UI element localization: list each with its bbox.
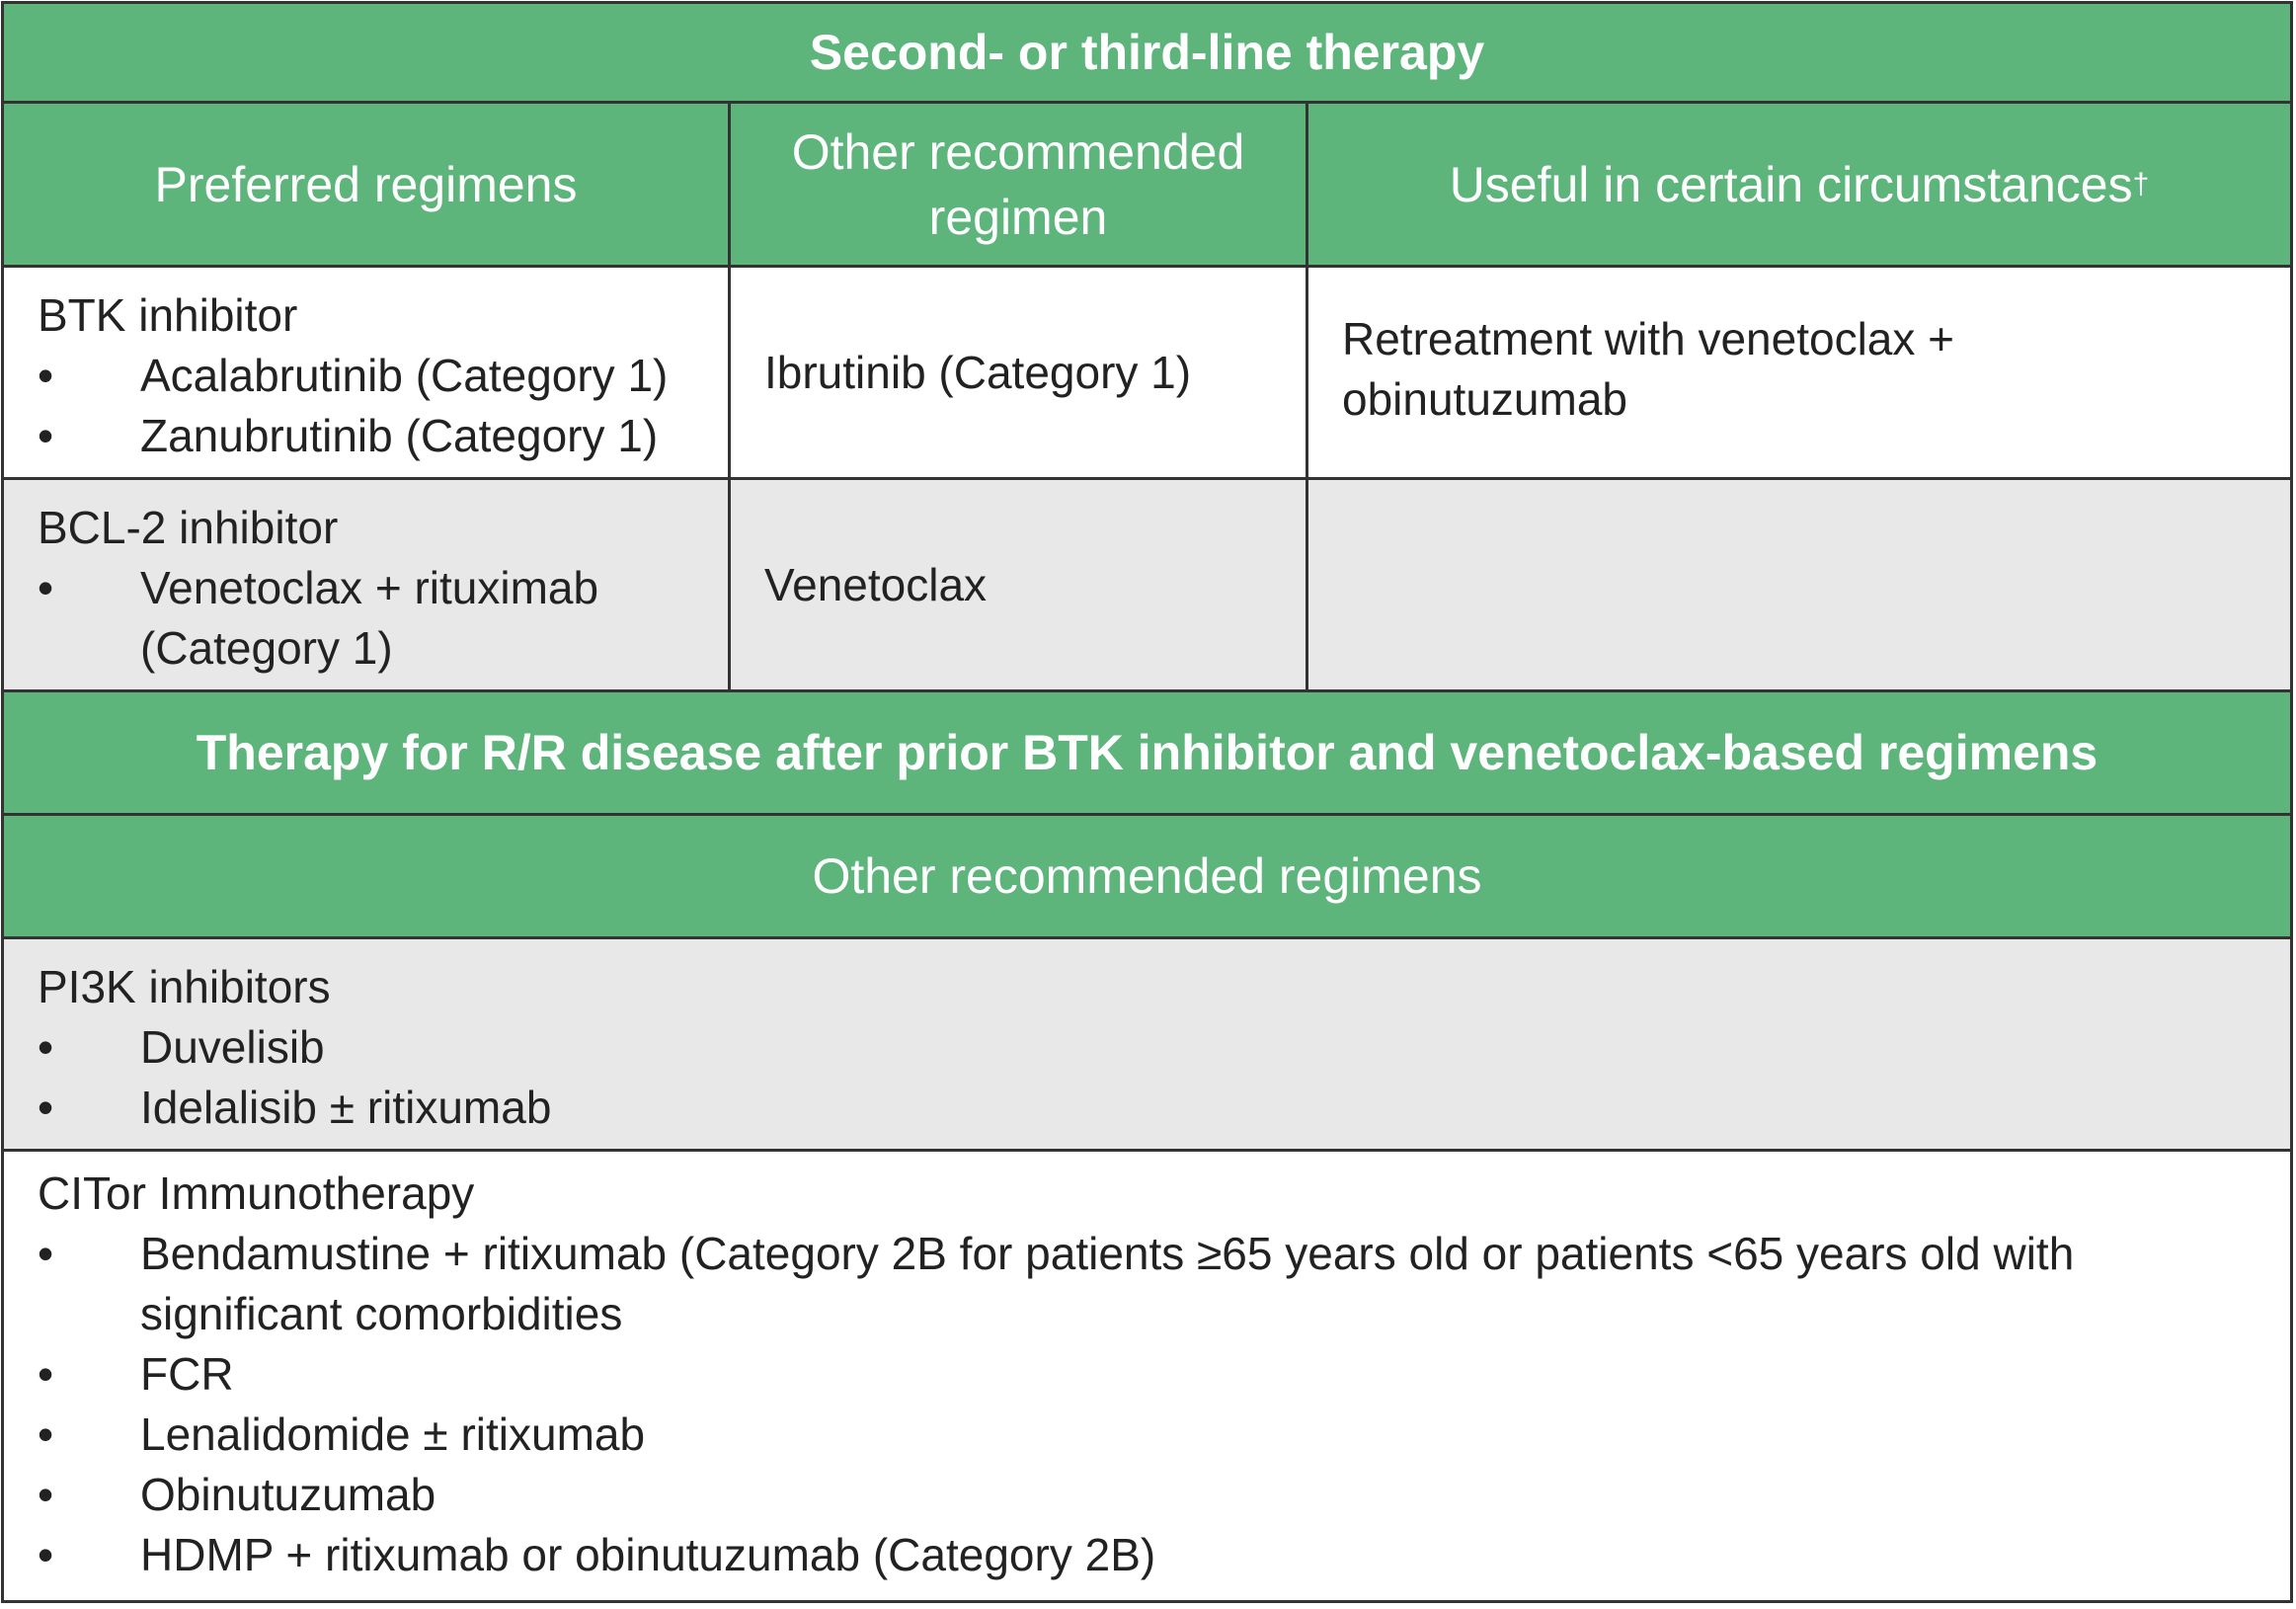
section1-column-header-row — [4, 104, 2290, 268]
col-header-preferred: Preferred regimens — [154, 156, 578, 212]
list-item: • Bendamustine + ritixumab (Category 2B for patients ≥65 years old or patients <65 years old with significant comorbidities — [38, 1224, 2132, 1344]
bullet-icon: • — [38, 562, 54, 613]
bullet-icon: • — [38, 410, 54, 461]
bullet-icon: • — [38, 1021, 54, 1073]
other-cell-bcl2 — [728, 480, 1306, 689]
col-header-other-cell — [728, 104, 1306, 265]
list-item: • Zanubrutinib (Category 1) — [38, 406, 694, 466]
section2-title: Therapy for R/R disease after prior BTK inhibitor and venetoclax-based regimens — [196, 725, 2098, 780]
preferred-heading-btk: BTK inhibitor — [38, 289, 298, 341]
section1-row-btk — [4, 268, 2290, 480]
list-item: • HDMP + ritixumab or obinutuzumab (Category 2B) — [38, 1525, 2132, 1585]
useful-cell-btk — [1306, 268, 2290, 477]
other-cell-btk — [728, 268, 1306, 477]
other-text-btk: Ibrutinib (Category 1) — [764, 346, 1192, 398]
col-header-useful-label: Useful in certain circumstances — [1449, 156, 2133, 212]
bullet-icon: • — [38, 1529, 54, 1580]
other-text-bcl2: Venetoclax — [764, 558, 988, 610]
list-item: • Venetoclax + rituximab (Category 1) — [38, 558, 694, 679]
group-heading-pi3k: PI3K inhibitors — [38, 961, 331, 1012]
list-item: • Duvelisib — [38, 1017, 2256, 1078]
list-item: • Acalabrutinib (Category 1) — [38, 346, 694, 406]
list-item: • FCR — [38, 1344, 2132, 1405]
section2-row-cit — [4, 1152, 2290, 1600]
section1-row-bcl2 — [4, 480, 2290, 692]
list-item: • Obinutuzumab — [38, 1465, 2132, 1525]
section2-row-pi3k — [4, 939, 2290, 1152]
group-block-pi3k — [4, 939, 2290, 1138]
group-list-cit — [38, 1224, 2132, 1585]
bullet-icon: • — [38, 350, 54, 401]
section2-subheader-row — [4, 816, 2290, 939]
bullet-icon: • — [38, 1348, 54, 1400]
col-header-useful: Useful in certain circumstances † — [1308, 104, 2290, 265]
bullet-icon: • — [38, 1228, 54, 1279]
preferred-heading-bcl2: BCL-2 inhibitor — [38, 502, 339, 553]
section1-title: Second- or third-line therapy — [809, 25, 1485, 80]
group-heading-cit: CITor Immunotherapy — [38, 1167, 475, 1219]
section2-title-row — [4, 692, 2290, 816]
preferred-cell-bcl2 — [4, 480, 728, 689]
bullet-icon: • — [38, 1082, 54, 1133]
therapy-table — [1, 1, 2293, 1603]
bullet-icon: • — [38, 1469, 54, 1520]
group-list-pi3k — [38, 1017, 2256, 1138]
section1-title-row — [4, 4, 2290, 104]
useful-text-btk: Retreatment with venetoclax + obinutuzumab — [1342, 313, 1955, 425]
list-item: • Lenalidomide ± ritixumab — [38, 1405, 2132, 1465]
group-block-cit — [4, 1152, 2290, 1585]
list-item: • Idelalisib ± ritixumab — [38, 1078, 2256, 1138]
preferred-list-btk — [38, 346, 694, 466]
bullet-icon: • — [38, 1408, 54, 1460]
section2-subheader: Other recommended regimens — [812, 848, 1482, 904]
preferred-list-bcl2 — [38, 558, 694, 679]
preferred-block-btk — [4, 268, 728, 466]
preferred-block-bcl2 — [4, 480, 728, 679]
useful-text-bcl2 — [1308, 480, 2290, 498]
col-header-useful-cell — [1306, 104, 2290, 265]
col-header-other: Other recommended regimen — [791, 123, 1245, 245]
useful-cell-bcl2 — [1306, 480, 2290, 689]
col-header-preferred-cell — [4, 104, 728, 265]
preferred-cell-btk — [4, 268, 728, 477]
